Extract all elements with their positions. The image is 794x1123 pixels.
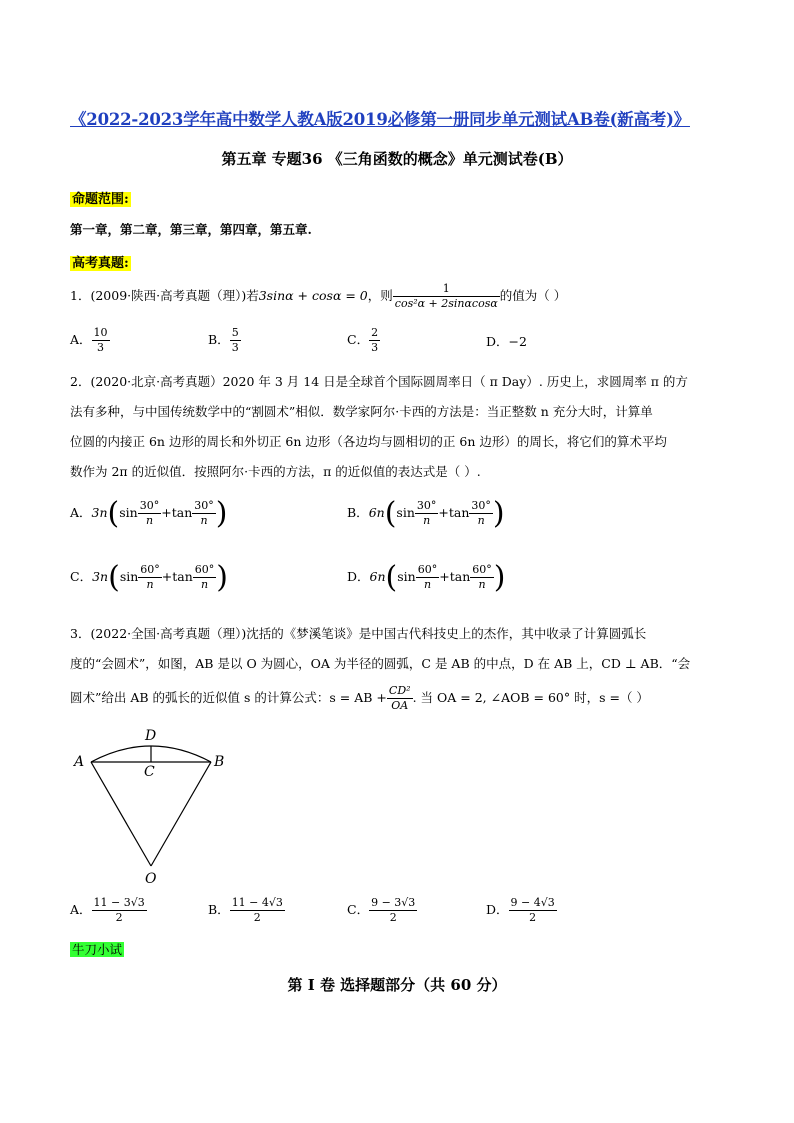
q2-line-3: 位圆的内接正 6n 边形的周长和外切正 6n 边形（各边均与圆相切的正 6n 边形）的周长，将它们的算术平均 [70, 434, 667, 449]
frac-den: 2 [115, 911, 123, 924]
q3-line-2: 度的“会圆术”，如图，AB 是以 O 为圆心，OA 为半径的圆弧，C 是 AB 的中点，D 在 AB 上，CD ⊥ AB．“会 [70, 656, 691, 671]
frac-num: 11 − 4√3 [231, 896, 283, 909]
q3-frac-den: OA [391, 699, 409, 712]
plus-sign: + [438, 505, 449, 520]
option-fraction [369, 326, 380, 355]
option-fraction [470, 563, 494, 592]
option-label: C． [347, 902, 370, 917]
q2-line-2: 法有多种，与中国传统数学中的“割圆术”相似．数学家阿尔·卡西的方法是：当正整数 n 充分大时，计算单 [70, 404, 653, 419]
q3-line-3-pre: 圆术”给出 AB 的弧长的近似值 s 的计算公式：s = AB + [70, 690, 387, 705]
main-title: 《2022-2023学年高中数学人教A版2019必修第一册同步单元测试AB卷(新高考)》 [70, 110, 690, 129]
option-fraction [416, 563, 440, 592]
section-title: 第 I 卷 选择题部分（共 60 分） [287, 976, 507, 994]
plus-sign: + [161, 569, 173, 584]
q3-line-3-post: . 当 OA = 2, ∠AOB = 60° 时，s =（ ） [412, 690, 649, 705]
option-label: D． [347, 569, 370, 584]
scope-text: 第一章，第二章，第三章，第四章，第五章. [70, 222, 312, 237]
q1-stem-mid: ，则 [367, 288, 393, 303]
frac-den: 3 [231, 341, 239, 354]
q3-frac-num: CD² [388, 684, 411, 697]
option-coef: 3n [91, 505, 108, 520]
option-label: A． [70, 332, 92, 347]
label-d: D [145, 728, 157, 744]
option-fraction [92, 896, 147, 925]
frac-den: n [200, 514, 208, 527]
q1-condition: 3sinα + cosα = 0 [258, 288, 368, 303]
q3-option-a[interactable] [70, 896, 147, 925]
q3-line-3 [70, 684, 649, 713]
q2-line-4: 数作为 2π 的近似值．按照阿尔·卡西的方法，π 的近似值的表达式是（ ）. [70, 464, 481, 479]
sin-label: sin [119, 569, 139, 584]
q1-stem [70, 282, 566, 311]
q1-stem-post: 的值为（ ） [499, 288, 567, 303]
sin-label: sin [119, 505, 138, 520]
frac-num: 30° [416, 499, 437, 512]
option-fraction [369, 896, 417, 925]
frac-den: n [423, 514, 431, 527]
tan-label: tan [449, 569, 471, 584]
frac-den: n [146, 578, 154, 591]
label-c: C [144, 764, 155, 780]
option-label: C． [347, 332, 370, 347]
sin-label: sin [396, 505, 415, 520]
right-paren: ) [216, 560, 229, 595]
q2-option-a[interactable] [70, 496, 227, 531]
left-paren: ( [108, 560, 120, 595]
arc-figure [66, 722, 236, 890]
q1-frac-den: cos²α + 2sinαcosα [394, 297, 498, 310]
q1-option-a[interactable] [70, 326, 110, 355]
option-fraction [92, 326, 110, 355]
option-label: C． [70, 569, 93, 584]
q3-option-d[interactable] [486, 896, 557, 925]
frac-den: n [145, 514, 154, 527]
option-fraction [192, 499, 216, 528]
label-o: O [145, 871, 157, 887]
plus-sign: + [439, 569, 450, 584]
option-fraction [509, 896, 557, 925]
q2-option-d[interactable] [347, 560, 505, 595]
frac-num: 60° [472, 563, 492, 576]
right-paren: ) [493, 560, 506, 595]
q3-option-b[interactable] [208, 896, 285, 925]
frac-den: n [477, 514, 485, 527]
frac-den: 2 [389, 911, 397, 924]
radius-ob [151, 762, 211, 866]
option-coef: 3n [92, 569, 109, 584]
option-fraction [415, 499, 439, 528]
option-label: D． [486, 902, 509, 917]
trial-label: 牛刀小试 [72, 942, 123, 957]
label-b: B [214, 754, 225, 770]
option-fraction [230, 896, 285, 925]
tan-label: tan [172, 569, 193, 584]
option-coef: 6n [368, 505, 385, 520]
q2-line-1: 2．(2020·北京·高考真题）2020 年 3 月 14 日是全球首个国际圆周率日（ π Day）. 历史上，求圆周率 π 的方 [70, 374, 688, 389]
tan-label: tan [448, 505, 470, 520]
option-label: A． [70, 505, 92, 520]
frac-num: 9 − 3√3 [371, 896, 416, 909]
q1-fraction [393, 282, 500, 311]
option-fraction [469, 499, 493, 528]
frac-den: n [201, 578, 209, 591]
scope-label: 命题范围: [72, 192, 129, 207]
frac-num: 9 − 4√3 [510, 896, 555, 909]
frac-den: 2 [253, 911, 261, 924]
frac-den: n [423, 578, 432, 591]
frac-den: 3 [371, 341, 379, 354]
option-fraction [193, 563, 217, 592]
frac-num: 30° [139, 499, 160, 512]
gaokao-label: 高考真题: [72, 256, 129, 271]
q2-option-b[interactable] [347, 496, 505, 531]
option-label: B． [347, 505, 369, 520]
right-paren: ) [492, 496, 505, 531]
option-label: B． [208, 332, 230, 347]
sub-title: 第五章 专题36 《三角函数的概念》单元测试卷(B） [221, 150, 573, 168]
scope-label-wrap [70, 188, 131, 207]
frac-num: 60° [194, 563, 215, 576]
frac-num: 10 [93, 326, 108, 339]
trial-label-wrap [70, 940, 124, 958]
frac-den: n [478, 578, 486, 591]
frac-num: 5 [231, 326, 239, 339]
option-label: B． [208, 902, 230, 917]
q1-frac-num: 1 [393, 282, 500, 297]
frac-num: 11 − 3√3 [93, 896, 145, 909]
right-paren: ) [215, 496, 228, 531]
option-fraction [138, 563, 162, 592]
option-fraction [230, 326, 241, 355]
q3-line-1: 3．(2022·全国·高考真题（理）)沈括的《梦溪笔谈》是中国古代科技史上的杰作，其中收录了计算圆弧长 [70, 626, 647, 641]
option-coef: 6n [369, 569, 386, 584]
frac-den: 3 [97, 341, 105, 354]
plus-sign: + [161, 505, 172, 520]
q1-option-c[interactable] [347, 326, 380, 355]
q2-option-c[interactable] [70, 560, 228, 595]
frac-num: 30° [194, 499, 214, 512]
gaokao-label-wrap [70, 252, 131, 271]
option-label: A． [70, 902, 92, 917]
q3-fraction [387, 684, 413, 713]
frac-den: 2 [529, 911, 537, 924]
q1-option-b[interactable] [208, 326, 241, 355]
q1-stem-pre: 1．(2009·陕西·高考真题（理）)若 [70, 288, 259, 303]
sin-label: sin [397, 569, 416, 584]
left-paren: ( [107, 496, 120, 531]
q3-option-c[interactable] [347, 896, 417, 925]
radius-oa [91, 762, 151, 866]
option-label: D． [486, 334, 509, 349]
frac-num: 60° [140, 563, 160, 576]
frac-num: 2 [371, 326, 379, 339]
left-paren: ( [385, 560, 398, 595]
frac-num: 60° [417, 563, 438, 576]
option-value: −2 [508, 334, 527, 349]
frac-num: 30° [471, 499, 491, 512]
left-paren: ( [384, 496, 397, 531]
label-a: A [74, 754, 85, 770]
q1-option-d[interactable] [486, 332, 527, 350]
tan-label: tan [171, 505, 193, 520]
option-fraction [138, 499, 162, 528]
